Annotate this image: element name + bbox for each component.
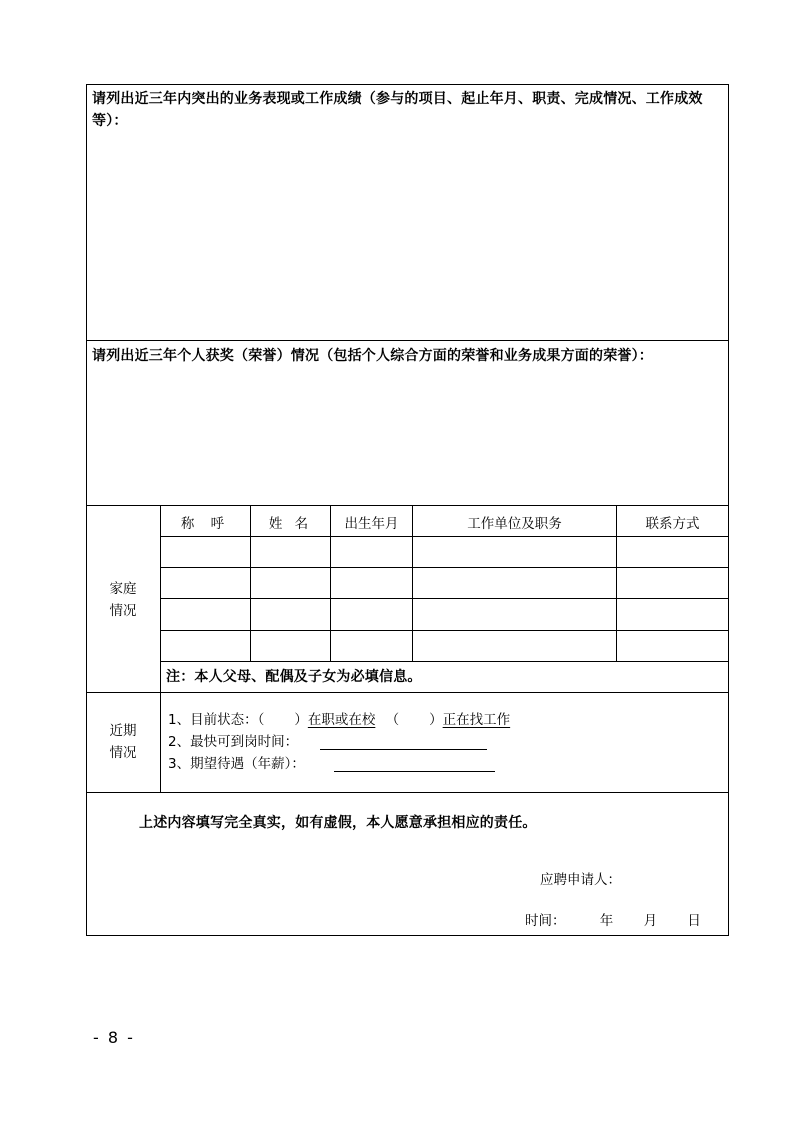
status-option-employed[interactable]: 在职或在校 bbox=[307, 712, 376, 728]
time-label: 时间： bbox=[525, 913, 566, 929]
awards-field[interactable] bbox=[92, 345, 724, 501]
table-cell-input[interactable] bbox=[617, 631, 728, 661]
family-header-name: 姓 名 bbox=[268, 516, 313, 532]
start-date-input-line[interactable] bbox=[320, 749, 487, 750]
recent-status-line: 1、目前状态：（ ）在职或在校 （ ）正在找工作 bbox=[168, 712, 511, 728]
family-section-label: 家庭情况 bbox=[109, 581, 137, 619]
family-header-contact: 联系方式 bbox=[645, 516, 700, 532]
table-cell-input[interactable] bbox=[251, 568, 330, 598]
salary-input-line[interactable] bbox=[334, 771, 495, 772]
table-cell-input[interactable] bbox=[251, 599, 330, 630]
table-cell-input[interactable] bbox=[251, 537, 330, 567]
divider-recent-declaration bbox=[86, 792, 729, 793]
table-cell-input[interactable] bbox=[617, 568, 728, 598]
table-cell-input[interactable] bbox=[161, 537, 250, 567]
table-cell-input[interactable] bbox=[161, 568, 250, 598]
table-cell-input[interactable] bbox=[331, 599, 412, 630]
year-label: 年 bbox=[599, 913, 614, 929]
family-header-employer: 工作单位及职务 bbox=[467, 516, 562, 532]
divider-achievements-awards bbox=[86, 340, 729, 341]
achievements-field[interactable] bbox=[92, 88, 724, 336]
table-cell-input[interactable] bbox=[161, 599, 250, 630]
applicant-signature-field[interactable] bbox=[632, 866, 722, 892]
family-header-birth: 出生年月 bbox=[344, 516, 399, 532]
table-cell-input[interactable] bbox=[617, 599, 728, 630]
table-border-top bbox=[86, 84, 729, 85]
family-header-relation: 称 呼 bbox=[180, 516, 231, 532]
page-number: - 8 - bbox=[93, 1028, 135, 1047]
family-grid-line bbox=[160, 661, 729, 662]
status-option-seeking[interactable]: 正在找工作 bbox=[442, 712, 511, 728]
divider-family-recent bbox=[86, 692, 729, 693]
table-border-right bbox=[728, 84, 729, 936]
table-border-bottom bbox=[86, 935, 729, 936]
table-cell-input[interactable] bbox=[251, 631, 330, 661]
applicant-signature-label: 应聘申请人： bbox=[540, 872, 621, 888]
divider-awards-family bbox=[86, 505, 729, 506]
table-cell-input[interactable] bbox=[161, 631, 250, 661]
table-cell-input[interactable] bbox=[413, 599, 616, 630]
table-cell-input[interactable] bbox=[331, 537, 412, 567]
table-cell-input[interactable] bbox=[413, 631, 616, 661]
table-cell-input[interactable] bbox=[413, 568, 616, 598]
table-border-left bbox=[86, 84, 87, 936]
declaration-text: 上述内容填写完全真实，如有虚假，本人愿意承担相应的责任。 bbox=[139, 815, 537, 831]
table-cell-input[interactable] bbox=[331, 631, 412, 661]
table-cell-input[interactable] bbox=[617, 537, 728, 567]
table-cell-input[interactable] bbox=[413, 537, 616, 567]
family-note: 注：本人父母、配偶及子女为必填信息。 bbox=[166, 669, 422, 685]
awards-label: 请列出近三年个人获奖（荣誉）情况（包括个人综合方面的荣誉和业务成果方面的荣誉）： bbox=[92, 348, 653, 364]
start-date-label: 2、最快可到岗时间： bbox=[168, 734, 299, 750]
recent-section-label: 近期情况 bbox=[109, 723, 137, 761]
date-line bbox=[525, 911, 701, 931]
month-label: 月 bbox=[643, 913, 658, 929]
table-cell-input[interactable] bbox=[331, 568, 412, 598]
status-prefix: 1、目前状态：（ bbox=[168, 712, 265, 728]
salary-label: 3、期望待遇（年薪）： bbox=[168, 756, 305, 772]
day-label: 日 bbox=[687, 913, 701, 929]
achievements-label: 请列出近三年内突出的业务表现或工作成绩（参与的项目、起止年月、职责、完成情况、工作成效等）： bbox=[92, 91, 703, 129]
